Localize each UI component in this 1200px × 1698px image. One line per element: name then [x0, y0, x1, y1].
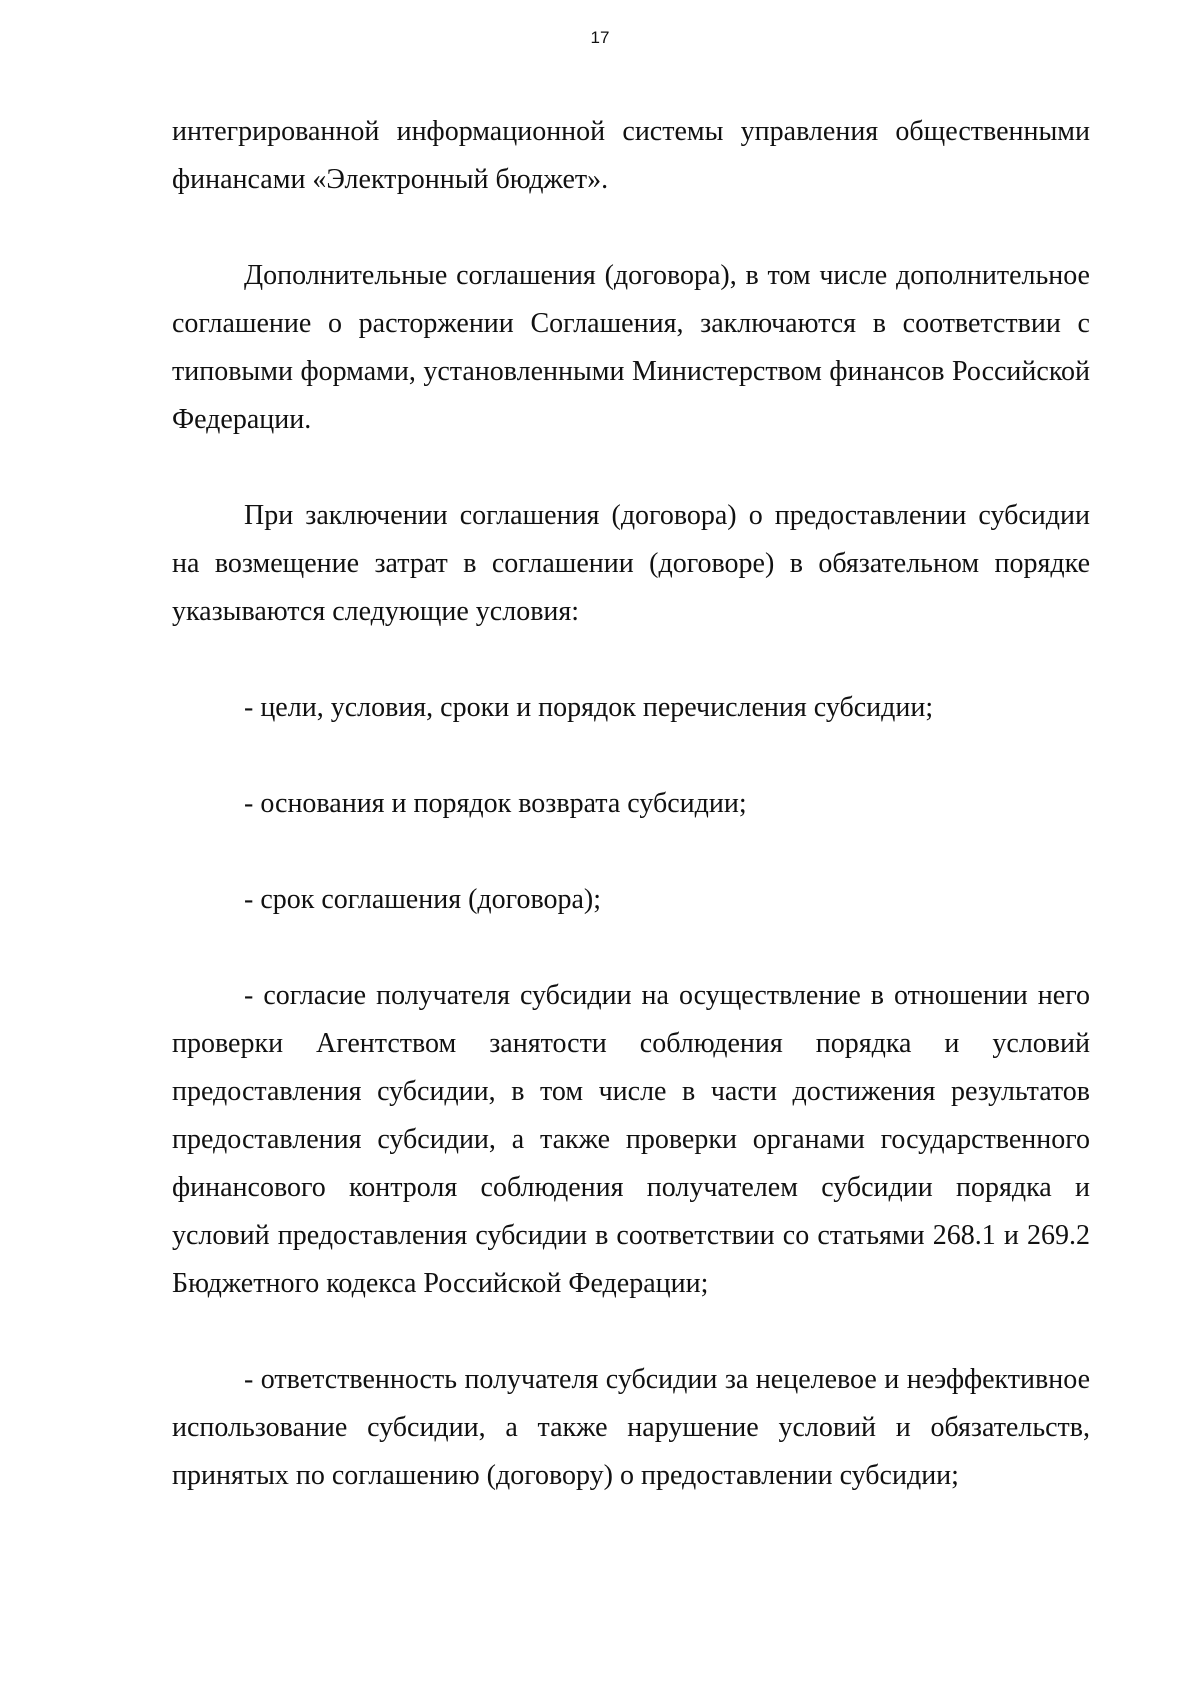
document-body	[172, 108, 1090, 1500]
paragraph-additional-agreements: Дополнительные соглашения (договора), в том числе дополнительное соглашение о расторжении Соглашения, заключаются в соответствии с типовыми формами, установленными Министерством финансов Российской Федерации.	[172, 260, 1090, 435]
list-item-goals: - цели, условия, сроки и порядок перечисления субсидии;	[244, 692, 934, 723]
paragraph-agreement-conditions: При заключении соглашения (договора) о предоставлении субсидии на возмещение затрат в соглашении (договоре) в обязательном порядке указываются следующие условия:	[172, 500, 1090, 627]
page-number: 17	[590, 28, 610, 47]
list-item-refund: - основания и порядок возврата субсидии;	[244, 788, 747, 819]
paragraph-continuation: интегрированной информационной системы управления общественными финансами «Электронный бюджет».	[172, 116, 1090, 195]
list-item-term: - срок соглашения (договора);	[244, 884, 601, 915]
list-item-consent-inspection: - согласие получателя субсидии на осуществление в отношении него проверки Агентством занятости соблюдения порядка и условий предоставления субсидии, в том числе в части достижения результатов предоставления субсидии, а также проверки органами государственного финансового контроля соблюдения получателем субсидии порядка и условий предоставления субсидии в соответствии со статьями 268.1 и 269.2 Бюджетного кодекса Российской Федерации;	[172, 980, 1090, 1299]
list-item-responsibility: - ответственность получателя субсидии за нецелевое и неэффективное использование субсидии, а также нарушение условий и обязательств, принятых по соглашению (договору) о предоставлении субсидии;	[172, 1364, 1090, 1491]
